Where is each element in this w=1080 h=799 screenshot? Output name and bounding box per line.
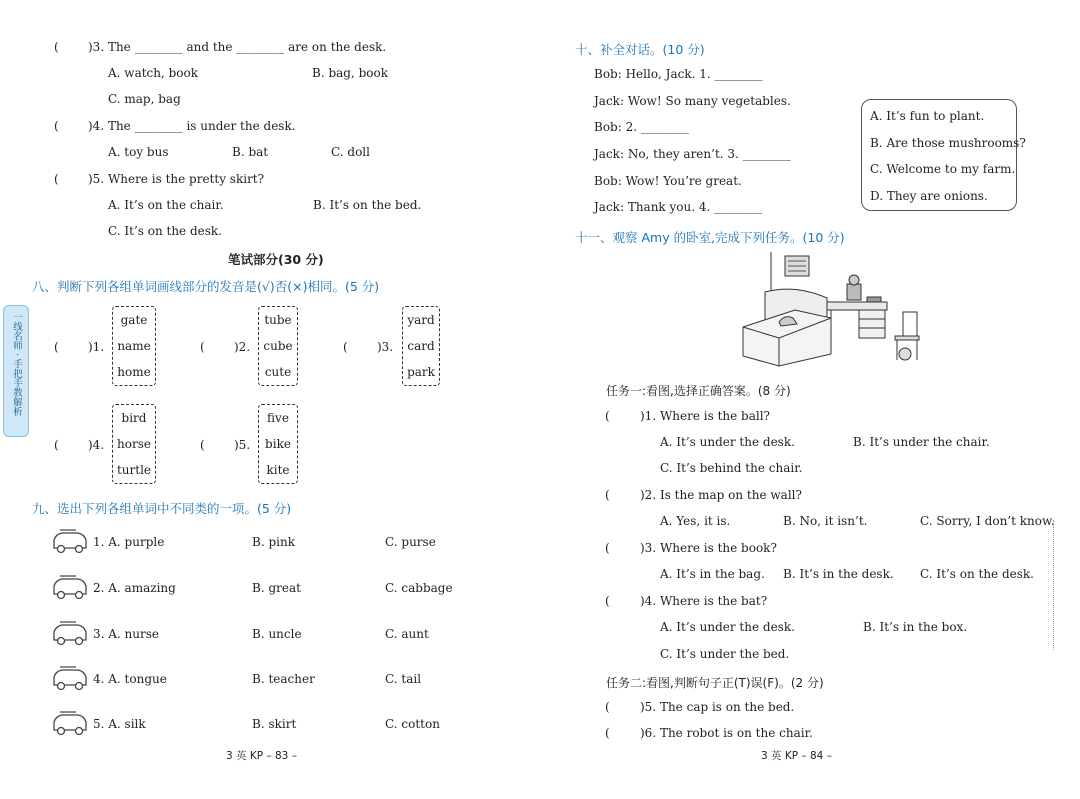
t1-q3-stem: )3. Where is the book? — [640, 541, 777, 555]
t1-q3-b: B. It’s in the desk. — [783, 567, 894, 581]
t2-q5-paren: ( — [605, 700, 610, 714]
s9-row-5-a: 5. A. silk — [93, 717, 146, 731]
s9-row-5-c: C. cotton — [385, 717, 440, 731]
car-icon — [50, 665, 90, 693]
s8-word-box-3: yard card park — [402, 306, 440, 386]
q4-option-b: B. bat — [232, 145, 269, 159]
s9-row-1-b: B. pink — [252, 535, 295, 549]
s9-row-4-c: C. tail — [385, 672, 422, 686]
left-page-footer: 3 英 KP – 83 – — [226, 750, 297, 762]
q3-option-b: B. bag, book — [312, 66, 388, 80]
s9-row-4-b: B. teacher — [252, 672, 315, 686]
t1-q4-c: C. It’s under the bed. — [660, 647, 790, 661]
s9-row-2-a: 2. A. amazing — [93, 581, 176, 595]
q5-paren: ( — [54, 172, 59, 186]
car-icon — [50, 620, 90, 648]
section-10-title: 十、补全对话。(10 分) — [575, 42, 705, 57]
t1-q1-stem: )1. Where is the ball? — [640, 409, 770, 423]
section-11-title: 十一、观察 Amy 的卧室,完成下列任务。(10 分) — [575, 230, 845, 245]
dialogue-line-6: Jack: Thank you. 4. ________ — [594, 200, 763, 214]
q5-option-b: B. It’s on the bed. — [313, 198, 422, 212]
written-part-header: 笔试部分(30 分) — [228, 252, 324, 267]
q3-paren: ( — [54, 40, 59, 54]
q5-option-c: C. It’s on the desk. — [108, 224, 222, 238]
side-tab — [3, 305, 29, 437]
t1-q2-b: B. No, it isn’t. — [783, 514, 868, 528]
s8-q5-num: )5. — [234, 438, 251, 452]
s9-row-1-a: 1. A. purple — [93, 535, 165, 549]
s8-q4-paren: ( — [54, 438, 59, 452]
dialogue-line-4: Jack: No, they aren’t. 3. ________ — [594, 147, 791, 161]
s9-row-2-b: B. great — [252, 581, 301, 595]
s8-word-box-2: tube cube cute — [258, 306, 298, 386]
t1-q1-paren: ( — [605, 409, 610, 423]
q4-option-a: A. toy bus — [108, 145, 169, 159]
option-b: B. Are those mushrooms? — [870, 136, 1026, 150]
q4-option-c: C. doll — [331, 145, 370, 159]
q5-stem: )5. Where is the pretty skirt? — [88, 172, 265, 186]
q3-stem: )3. The ________ and the ________ are on the desk. — [88, 40, 387, 54]
dialogue-line-2: Jack: Wow! So many vegetables. — [594, 94, 791, 108]
t1-q4-a: A. It’s under the desk. — [660, 620, 795, 634]
task-2-title: 任务二:看图,判断句子正(T)误(F)。(2 分) — [606, 676, 824, 690]
q3-option-a: A. watch, book — [108, 66, 199, 80]
option-a: A. It’s fun to plant. — [870, 109, 985, 123]
side-tab-label: 一线名师 · 手把手教解析 — [11, 312, 22, 417]
dialogue-line-3: Bob: 2. ________ — [594, 120, 689, 134]
section-9-title: 九、选出下列各组单词中不同类的一项。(5 分) — [32, 501, 292, 516]
s9-row-4-a: 4. A. tongue — [93, 672, 167, 686]
s9-row-2-c: C. cabbage — [385, 581, 453, 595]
t1-q4-paren: ( — [605, 594, 610, 608]
t1-q3-paren: ( — [605, 541, 610, 555]
binding-gutter — [1053, 520, 1056, 650]
s8-q3-num: )3. — [377, 340, 394, 354]
task-1-title: 任务一:看图,选择正确答案。(8 分) — [606, 384, 791, 398]
t1-q2-paren: ( — [605, 488, 610, 502]
q3-option-c: C. map, bag — [108, 92, 181, 106]
option-c: C. Welcome to my farm. — [870, 162, 1016, 176]
t1-q4-stem: )4. Where is the bat? — [640, 594, 768, 608]
s8-q1-paren: ( — [54, 340, 59, 354]
s9-row-3-b: B. uncle — [252, 627, 302, 641]
s8-word-box-5: five bike kite — [258, 404, 298, 484]
s9-row-3-c: C. aunt — [385, 627, 429, 641]
car-icon — [50, 710, 90, 738]
t2-q5-stem: )5. The cap is on the bed. — [640, 700, 795, 714]
s8-q4-num: )4. — [88, 438, 105, 452]
s9-row-3-a: 3. A. nurse — [93, 627, 160, 641]
s8-word-box-1: gate name home — [112, 306, 156, 386]
dialogue-line-5: Bob: Wow! You’re great. — [594, 174, 742, 188]
q4-stem: )4. The ________ is under the desk. — [88, 119, 296, 133]
s8-q5-paren: ( — [200, 438, 205, 452]
t1-q1-b: B. It’s under the chair. — [853, 435, 990, 449]
dialogue-line-1: Bob: Hello, Jack. 1. ________ — [594, 67, 763, 81]
right-page-footer: 3 英 KP – 84 – — [761, 750, 832, 762]
s8-word-box-4: bird horse turtle — [112, 404, 156, 484]
car-icon — [50, 574, 90, 602]
t1-q1-a: A. It’s under the desk. — [660, 435, 795, 449]
s8-q2-num: )2. — [234, 340, 251, 354]
s9-row-1-c: C. purse — [385, 535, 436, 549]
t1-q2-stem: )2. Is the map on the wall? — [640, 488, 802, 502]
dialogue-options-box — [861, 99, 1026, 211]
bedroom-illustration — [735, 252, 935, 370]
t1-q2-a: A. Yes, it is. — [660, 514, 731, 528]
q5-option-a: A. It’s on the chair. — [108, 198, 224, 212]
car-icon — [50, 528, 90, 556]
s9-row-5-b: B. skirt — [252, 717, 297, 731]
option-d: D. They are onions. — [870, 189, 988, 203]
s8-q3-paren: ( — [343, 340, 348, 354]
s8-q1-num: )1. — [88, 340, 105, 354]
t2-q6-stem: )6. The robot is on the chair. — [640, 726, 813, 740]
t2-q6-paren: ( — [605, 726, 610, 740]
t1-q1-c: C. It’s behind the chair. — [660, 461, 803, 475]
t1-q3-c: C. It’s on the desk. — [920, 567, 1034, 581]
section-8-title: 八、判断下列各组单词画线部分的发音是(√)否(×)相同。(5 分) — [32, 279, 380, 294]
q4-paren: ( — [54, 119, 59, 133]
t1-q3-a: A. It’s in the bag. — [660, 567, 765, 581]
t1-q4-b: B. It’s in the box. — [863, 620, 968, 634]
s8-q2-paren: ( — [200, 340, 205, 354]
t1-q2-c: C. Sorry, I don’t know. — [920, 514, 1055, 528]
